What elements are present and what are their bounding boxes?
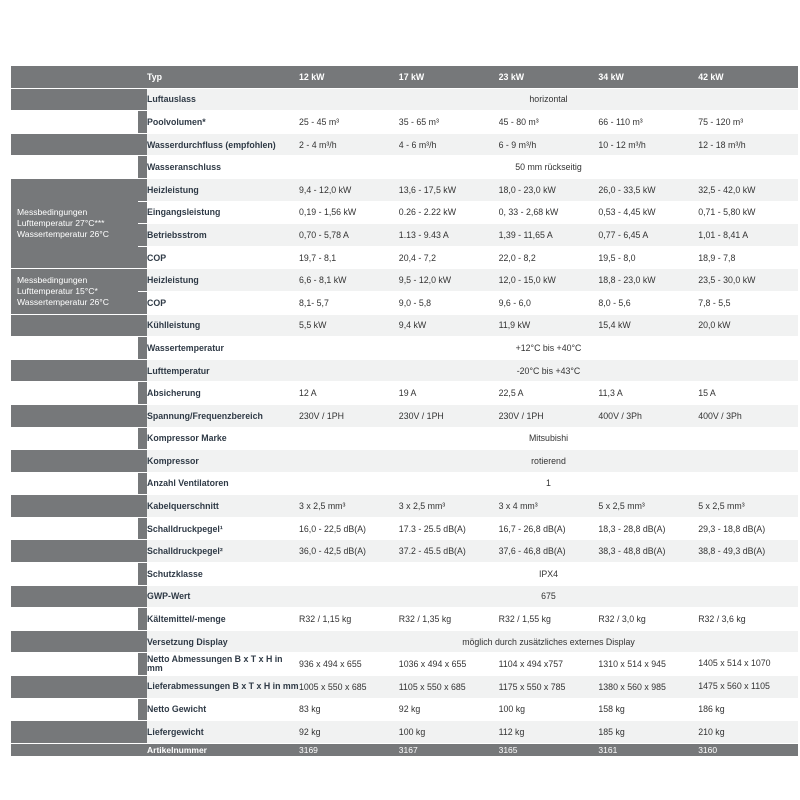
- measurement-line: Lufttemperatur 15°C*: [17, 285, 98, 296]
- table-row: [11, 517, 798, 540]
- side-cell: [11, 156, 138, 179]
- row-value: 5 x 2,5 mm³: [698, 495, 798, 518]
- measurement-line: Wassertemperatur 26°C: [17, 296, 109, 307]
- row-value: 11,9 kW: [499, 314, 599, 337]
- row-label: Betriebsstrom: [147, 224, 299, 247]
- row-label: Schalldruckpegel²: [147, 540, 299, 563]
- table-row: [11, 382, 798, 405]
- row-value: 3 x 2,5 mm³: [399, 495, 499, 518]
- side-cell: [11, 630, 138, 653]
- table-row: [11, 450, 798, 473]
- row-label: Netto Gewicht: [147, 698, 299, 721]
- row-value: 210 kg: [698, 721, 798, 744]
- row-value: 0,19 - 1,56 kW: [299, 201, 399, 224]
- row-value: 5,5 kW: [299, 314, 399, 337]
- measurement-line: Lufttemperatur 27°C***: [17, 218, 105, 229]
- row-value: 1005 x 550 x 685: [299, 676, 399, 699]
- table-row: [11, 495, 798, 518]
- row-value: 1036 x 494 x 655: [399, 653, 499, 676]
- table-row: [11, 630, 798, 653]
- row-value: 1105 x 550 x 685: [399, 676, 499, 699]
- row-label: COP: [147, 291, 299, 314]
- article-number: 3169: [299, 743, 399, 756]
- row-value: 45 - 80 m³: [499, 111, 599, 134]
- table-row: [11, 133, 798, 156]
- table-row: [11, 721, 798, 744]
- row-value: 37,6 - 46,8 dB(A): [499, 540, 599, 563]
- row-value: 1175 x 550 x 785: [499, 676, 599, 699]
- side-cell: [11, 653, 138, 676]
- row-value: 5 x 2,5 mm³: [598, 495, 698, 518]
- spec-table: [11, 66, 798, 757]
- row-value: 9,0 - 5,8: [399, 291, 499, 314]
- row-value-span: IPX4: [299, 563, 798, 586]
- row-label: COP: [147, 246, 299, 269]
- side-cell: [11, 337, 138, 360]
- row-value: 1,39 - 11,65 A: [499, 224, 599, 247]
- row-value: 22,0 - 8,2: [499, 246, 599, 269]
- row-value: 37.2 - 45.5 dB(A): [399, 540, 499, 563]
- row-value: 158 kg: [598, 698, 698, 721]
- row-value: 92 kg: [399, 698, 499, 721]
- row-label: Wasseranschluss: [147, 156, 299, 179]
- row-value: 100 kg: [399, 721, 499, 744]
- row-value-span: 50 mm rückseitig: [299, 156, 798, 179]
- table-row: [11, 88, 798, 111]
- row-value: R32 / 1,15 kg: [299, 608, 399, 631]
- row-label: GWP-Wert: [147, 585, 299, 608]
- row-value: 22,5 A: [499, 382, 599, 405]
- table-row: [11, 676, 798, 699]
- row-label: Kältemittel/-menge: [147, 608, 299, 631]
- row-label: Lufttemperatur: [147, 359, 299, 382]
- row-value: 1475 x 560 x 1105: [698, 676, 798, 699]
- article-number: 3165: [499, 743, 599, 756]
- side-cell: [11, 427, 138, 450]
- row-value: 18,9 - 7,8: [698, 246, 798, 269]
- row-value: 10 - 12 m³/h: [598, 133, 698, 156]
- row-label: Kompressor Marke: [147, 427, 299, 450]
- row-value: 35 - 65 m³: [399, 111, 499, 134]
- row-label: Wasserdurchfluss (empfohlen): [147, 133, 299, 156]
- row-value: 18,8 - 23,0 kW: [598, 269, 698, 292]
- article-number: 3167: [399, 743, 499, 756]
- footer-label: Artikelnummer: [147, 743, 299, 756]
- table-row: [11, 178, 798, 201]
- row-value: 15 A: [698, 382, 798, 405]
- row-value: 9,4 - 12,0 kW: [299, 178, 399, 201]
- row-value: 92 kg: [299, 721, 399, 744]
- row-value-span: 1: [299, 472, 798, 495]
- row-value-span: rotierend: [299, 450, 798, 473]
- row-value: 38,8 - 49,3 dB(A): [698, 540, 798, 563]
- side-cell: [11, 88, 138, 111]
- row-value: 1.13 - 9.43 A: [399, 224, 499, 247]
- row-value: R32 / 1,55 kg: [499, 608, 599, 631]
- row-value: 9,5 - 12,0 kW: [399, 269, 499, 292]
- row-value: 66 - 110 m³: [598, 111, 698, 134]
- row-value: 1,01 - 8,41 A: [698, 224, 798, 247]
- row-value: 11,3 A: [598, 382, 698, 405]
- row-value: 6 - 9 m³/h: [499, 133, 599, 156]
- row-value: 0, 33 - 2,68 kW: [499, 201, 599, 224]
- measurement-line: Wassertemperatur 26°C: [17, 229, 109, 240]
- side-cell: [11, 382, 138, 405]
- row-value: 0,53 - 4,45 kW: [598, 201, 698, 224]
- row-value: 38,3 - 48,8 dB(A): [598, 540, 698, 563]
- row-label: Luftauslass: [147, 88, 299, 111]
- table-row: [11, 337, 798, 360]
- row-value: 18,3 - 28,8 dB(A): [598, 517, 698, 540]
- row-label: Anzahl Ventilatoren: [147, 472, 299, 495]
- row-value: 100 kg: [499, 698, 599, 721]
- row-value-span: horizontal: [299, 88, 798, 111]
- side-cell: [11, 676, 138, 699]
- row-value: 8,1- 5,7: [299, 291, 399, 314]
- row-label: Netto Abmessungen B x T x H in mm: [147, 653, 299, 676]
- row-label: Lieferabmessungen B x T x H in mm: [147, 676, 299, 699]
- row-value: 0.26 - 2.22 kW: [399, 201, 499, 224]
- row-value: 936 x 494 x 655: [299, 653, 399, 676]
- row-value: 20,4 - 7,2: [399, 246, 499, 269]
- header-typ: Typ: [147, 66, 299, 88]
- side-cell: [11, 585, 138, 608]
- measurement-line: Messbedingungen: [17, 274, 88, 285]
- side-cell: [11, 450, 138, 473]
- side-cell: [11, 472, 138, 495]
- article-number: 3160: [698, 743, 798, 756]
- row-value: 17.3 - 25.5 dB(A): [399, 517, 499, 540]
- measurement-conditions: [11, 269, 138, 314]
- row-label: Poolvolumen*: [147, 111, 299, 134]
- row-value: 26,0 - 33,5 kW: [598, 178, 698, 201]
- side-cell: [11, 698, 138, 721]
- row-value: 12 A: [299, 382, 399, 405]
- row-value: 19,5 - 8,0: [598, 246, 698, 269]
- row-value: 18,0 - 23,0 kW: [499, 178, 599, 201]
- measurement-line: Messbedingungen: [17, 207, 88, 218]
- row-value: 12 - 18 m³/h: [698, 133, 798, 156]
- row-label: Kompressor: [147, 450, 299, 473]
- row-label: Absicherung: [147, 382, 299, 405]
- row-label: Heizleistung: [147, 269, 299, 292]
- table-row: [11, 540, 798, 563]
- row-value: 16,7 - 26,8 dB(A): [499, 517, 599, 540]
- row-value: 230V / 1PH: [299, 404, 399, 427]
- row-value: 400V / 3Ph: [698, 404, 798, 427]
- side-cell: [11, 495, 138, 518]
- row-value: 9,4 kW: [399, 314, 499, 337]
- side-cell: [11, 314, 138, 337]
- row-value: 8,0 - 5,6: [598, 291, 698, 314]
- header-model: 34 kW: [598, 66, 698, 88]
- row-value: 9,6 - 6,0: [499, 291, 599, 314]
- header-model: 17 kW: [399, 66, 499, 88]
- side-cell: [11, 404, 138, 427]
- row-value: 1380 x 560 x 985: [598, 676, 698, 699]
- row-value: 3 x 4 mm³: [499, 495, 599, 518]
- row-value: 2 - 4 m³/h: [299, 133, 399, 156]
- row-value-span: -20°C bis +43°C: [299, 359, 798, 382]
- row-value: 0,77 - 6,45 A: [598, 224, 698, 247]
- row-label: Schalldruckpegel¹: [147, 517, 299, 540]
- row-label: Kühlleistung: [147, 314, 299, 337]
- row-value: 230V / 1PH: [499, 404, 599, 427]
- footer-row: [11, 743, 798, 756]
- row-value: 112 kg: [499, 721, 599, 744]
- row-label: Kabelquerschnitt: [147, 495, 299, 518]
- row-value-span: 675: [299, 585, 798, 608]
- side-cell: [11, 359, 138, 382]
- row-label: Liefergewicht: [147, 721, 299, 744]
- row-value: 20,0 kW: [698, 314, 798, 337]
- spec-table-container: [11, 66, 788, 757]
- row-value: 3 x 2,5 mm³: [299, 495, 399, 518]
- row-value: 400V / 3Ph: [598, 404, 698, 427]
- row-value: 0,71 - 5,80 kW: [698, 201, 798, 224]
- header-row: [11, 66, 798, 88]
- header-model: 23 kW: [499, 66, 599, 88]
- side-cell: [11, 608, 138, 631]
- row-value: 4 - 6 m³/h: [399, 133, 499, 156]
- side-cell: [11, 721, 138, 744]
- table-row: [11, 156, 798, 179]
- row-value: R32 / 3,6 kg: [698, 608, 798, 631]
- table-row: [11, 314, 798, 337]
- row-value: 75 - 120 m³: [698, 111, 798, 134]
- side-cell: [11, 517, 138, 540]
- article-number: 3161: [598, 743, 698, 756]
- row-value: 230V / 1PH: [399, 404, 499, 427]
- table-row: [11, 653, 798, 676]
- row-value: 25 - 45 m³: [299, 111, 399, 134]
- row-label: Heizleistung: [147, 178, 299, 201]
- measurement-conditions: [11, 178, 138, 268]
- row-value: 36,0 - 42,5 dB(A): [299, 540, 399, 563]
- header-side-cell: [11, 66, 138, 88]
- row-value: 15,4 kW: [598, 314, 698, 337]
- row-value: 32,5 - 42,0 kW: [698, 178, 798, 201]
- row-value: 29,3 - 18,8 dB(A): [698, 517, 798, 540]
- row-label: Versetzung Display: [147, 630, 299, 653]
- table-row: [11, 608, 798, 631]
- table-row: [11, 698, 798, 721]
- side-cell: [11, 111, 138, 134]
- row-value-span: möglich durch zusätzliches externes Display: [299, 630, 798, 653]
- row-value: R32 / 3,0 kg: [598, 608, 698, 631]
- row-value: 1310 x 514 x 945: [598, 653, 698, 676]
- row-value: 185 kg: [598, 721, 698, 744]
- row-value-span: +12°C bis +40°C: [299, 337, 798, 360]
- table-row: [11, 472, 798, 495]
- row-value: 12,0 - 15,0 kW: [499, 269, 599, 292]
- row-value: 19,7 - 8,1: [299, 246, 399, 269]
- row-value: 13,6 - 17,5 kW: [399, 178, 499, 201]
- table-row: [11, 563, 798, 586]
- row-label: Spannung/Frequenzbereich: [147, 404, 299, 427]
- table-row: [11, 427, 798, 450]
- row-label: Wassertemperatur: [147, 337, 299, 360]
- row-value: 1104 x 494 x757: [499, 653, 599, 676]
- side-cell: [11, 540, 138, 563]
- row-value-span: Mitsubishi: [299, 427, 798, 450]
- row-value: 6,6 - 8,1 kW: [299, 269, 399, 292]
- row-value: 83 kg: [299, 698, 399, 721]
- row-value: 7,8 - 5,5: [698, 291, 798, 314]
- table-row: [11, 585, 798, 608]
- header-model: 12 kW: [299, 66, 399, 88]
- table-row: [11, 111, 798, 134]
- row-value: 23,5 - 30,0 kW: [698, 269, 798, 292]
- row-value: 16,0 - 22,5 dB(A): [299, 517, 399, 540]
- side-cell: [11, 133, 138, 156]
- row-value: 1405 x 514 x 1070: [698, 653, 798, 676]
- row-label: Eingangsleistung: [147, 201, 299, 224]
- table-row: [11, 269, 798, 292]
- row-value: 186 kg: [698, 698, 798, 721]
- table-row: [11, 359, 798, 382]
- row-value: 19 A: [399, 382, 499, 405]
- side-cell: [11, 563, 138, 586]
- row-value: 0,70 - 5,78 A: [299, 224, 399, 247]
- row-label: Schutzklasse: [147, 563, 299, 586]
- header-model: 42 kW: [698, 66, 798, 88]
- row-value: R32 / 1,35 kg: [399, 608, 499, 631]
- table-row: [11, 404, 798, 427]
